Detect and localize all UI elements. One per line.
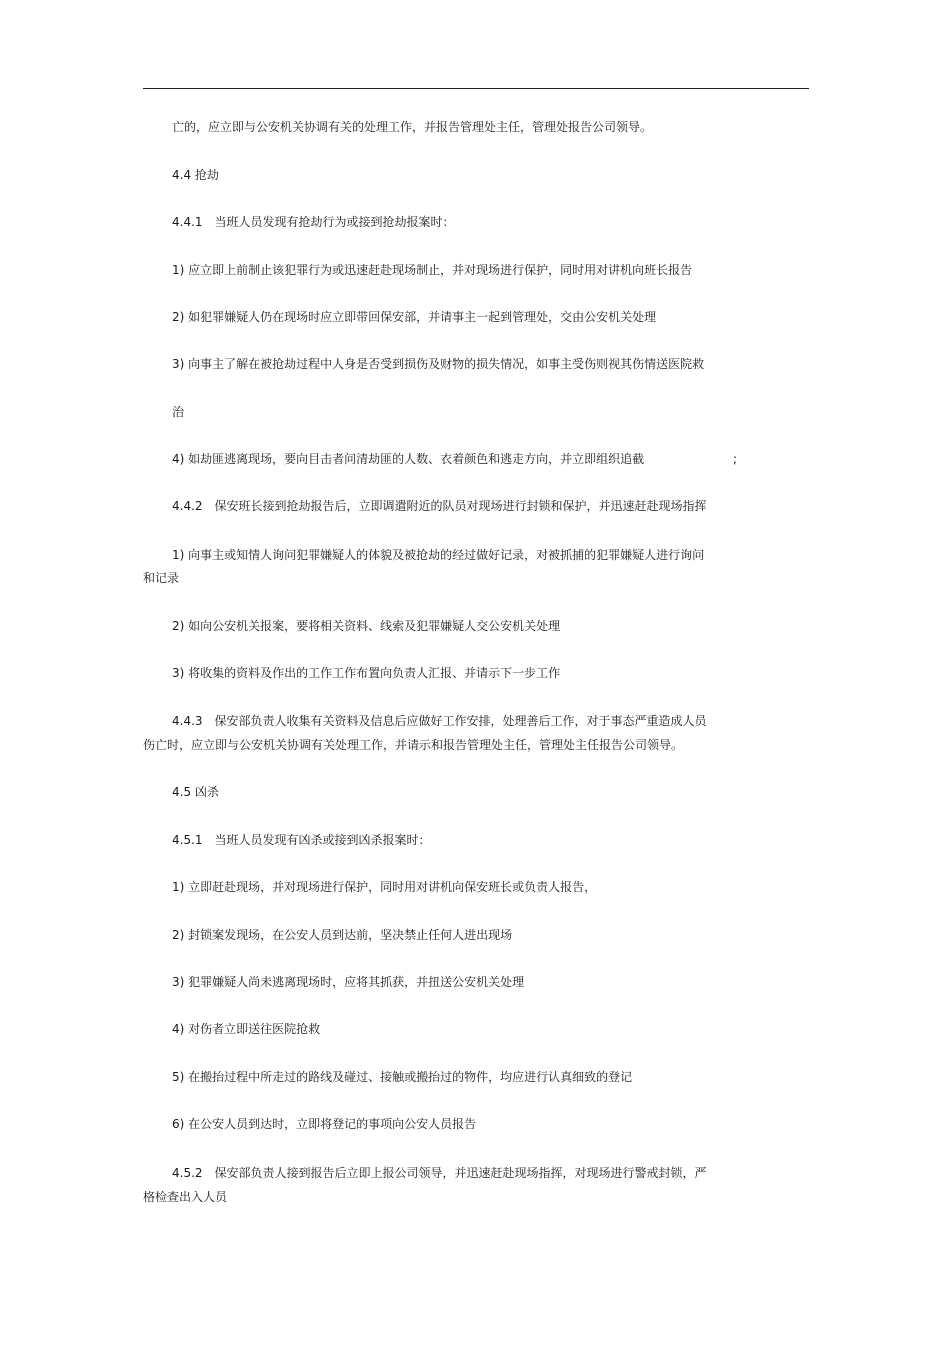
subsection-heading: 4.5.1 当班人员发现有凶杀或接到凶杀报案时： [172, 833, 431, 847]
list-item: 4) 对伤者立即送往医院抢救 [172, 1022, 321, 1036]
list-item: 3) 向事主了解在被抢劫过程中人身是否受到损伤及财物的损失情况，如事主受伤则视其伤情送医院救 [172, 357, 705, 371]
list-item: 2) 封锁案发现场，在公安人员到达前，坚决禁止任何人进出现场 [172, 928, 513, 942]
list-item-continuation: 和记录 [143, 571, 180, 585]
subsection-heading: 4.4.3 保安部负责人收集有关资料及信息后应做好工作安排，处理善后工作，对于事态严重造成人员 [172, 714, 707, 728]
list-item: 1) 应立即上前制止该犯罪行为或迅速赶赴现场制止，并对现场进行保护，同时用对讲机向班长报告 [172, 263, 693, 277]
list-item: 6) 在公安人员到达时，立即将登记的事项向公安人员报告 [172, 1117, 477, 1131]
list-item: 5) 在搬抬过程中所走过的路线及碰过、接触或搬抬过的物件，均应进行认真细致的登记 [172, 1070, 633, 1084]
section-heading: 4.5 凶杀 [172, 785, 219, 799]
paragraph-line: 亡的，应立即与公安机关协调有关的处理工作，并报告管理处主任，管理处报告公司领导。 [172, 120, 653, 134]
list-item: 2) 如向公安机关报案，要将相关资料、线索及犯罪嫌疑人交公安机关处理 [172, 619, 561, 633]
paragraph-continuation: 格检查出入人员 [143, 1190, 228, 1204]
subsection-heading: 4.4.1 当班人员发现有抢劫行为或接到抢劫报案时： [172, 215, 455, 229]
list-item: 3) 将收集的资料及作出的工作工作布置向负责人汇报、并请示下一步工作 [172, 666, 561, 680]
list-item: 1) 向事主或知情人询问犯罪嫌疑人的体貌及被抢劫的经过做好记录，对被抓捕的犯罪嫌疑人进行询问 [172, 548, 705, 562]
list-item: 4) 如劫匪逃离现场，要向目击者问清劫匪的人数、衣着颜色和逃走方向，并立即组织追截 [172, 452, 645, 466]
section-heading: 4.4 抢劫 [172, 168, 219, 182]
list-item-continuation: 治 [172, 405, 185, 419]
trailing-punctuation: ; [733, 452, 738, 466]
header-rule [143, 88, 809, 89]
paragraph-continuation: 伤亡时，应立即与公安机关协调有关处理工作，并请示和报告管理处主任，管理处主任报告公司领导。 [143, 738, 684, 752]
list-item: 1) 立即赶赴现场，并对现场进行保护，同时用对讲机向保安班长或负责人报告， [172, 880, 597, 894]
list-item: 3) 犯罪嫌疑人尚未逃离现场时，应将其抓获，并扭送公安机关处理 [172, 975, 525, 989]
subsection-heading: 4.4.2 保安班长接到抢劫报告后，立即调遣附近的队员对现场进行封锁和保护，并迅速赶赴现场指挥 [172, 499, 707, 513]
subsection-heading: 4.5.2 保安部负责人接到报告后立即上报公司领导，并迅速赶赴现场指挥，对现场进行警戒封锁，严 [172, 1166, 707, 1180]
list-item: 2) 如犯罪嫌疑人仍在现场时应立即带回保安部，并请事主一起到管理处，交由公安机关处理 [172, 310, 657, 324]
